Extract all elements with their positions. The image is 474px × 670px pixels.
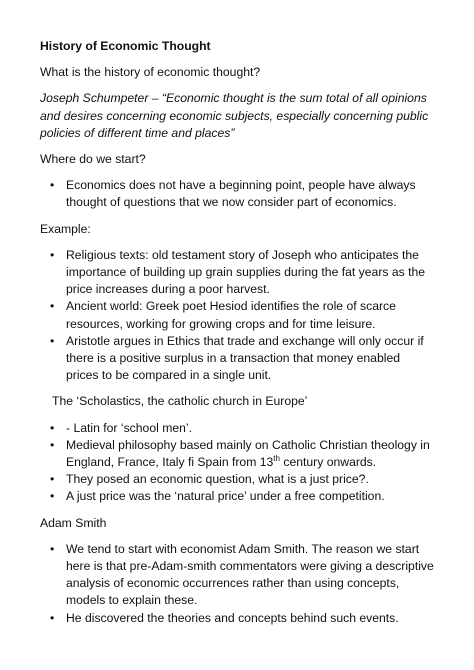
list-item: • Aristotle argues in Ethics that trade and exchange will only occur if there is a positive surplus in a transaction that money enabled prices to be compared in a single unit. [50,333,424,383]
bullet-icon: • [50,247,55,262]
list-item: • Economics does not have a beginning point, people have always thought of questions that we now consider part of economics. [50,178,416,210]
superscript-th: th [273,454,280,463]
scholastics-heading: The ‘Scholastics, the catholic church in Europe’ [52,394,308,409]
bullet-icon: • [50,299,55,314]
bullet-icon: • [50,541,55,556]
start-list [40,177,434,211]
bullet-icon: • [50,472,55,487]
list-item: • They posed an economic question, what is a just price?. [40,471,434,488]
list-item: • He discovered the theories and concepts behind such events. [40,610,434,627]
list-item: • A just price was the ‘natural price’ under a free competition. [40,488,434,505]
bullet-icon: • [50,489,55,504]
schumpeter-quote: Joseph Schumpeter – “Economic thought is the sum total of all opinions and desires concerning economic subjects, especially concerning public policies of different time and places” [40,91,429,140]
intro-question: What is the history of economic thought? [40,65,261,80]
example-label: Example: [40,221,91,236]
adam-smith-list [40,541,434,627]
list-item: • We tend to start with economist Adam Smith. The reason we start here is that pre-Adam-smith commentators were giving a descriptive analysis of economic occurrences rather than using concepts, models to explain these. [50,541,434,608]
bullet-icon: • [50,610,55,625]
scholastics-list [40,420,434,506]
bullet-icon: • [50,333,55,348]
bullet-icon: • [50,178,55,193]
list-item: • Religious texts: old testament story of Joseph who anticipates the importance of building up grain supplies during the fat years as the price increases during a poor harvest. [50,247,426,297]
bullet-icon: • [50,437,55,452]
where-start-heading: Where do we start? [40,152,146,167]
example-list [40,247,434,385]
document-title: History of Economic Thought [40,39,211,53]
list-item: • Medieval philosophy based mainly on Catholic Christian theology in England, France, Italy fi Spain from 13th century onwards. [50,437,430,470]
adam-smith-heading: Adam Smith [40,515,107,530]
bullet-icon: • [50,420,55,435]
list-item: • Ancient world: Greek poet Hesiod identifies the role of scarce resources, working for growing crops and for time leisure. [50,299,396,331]
list-item: • - Latin for ‘school men’. [40,420,434,437]
